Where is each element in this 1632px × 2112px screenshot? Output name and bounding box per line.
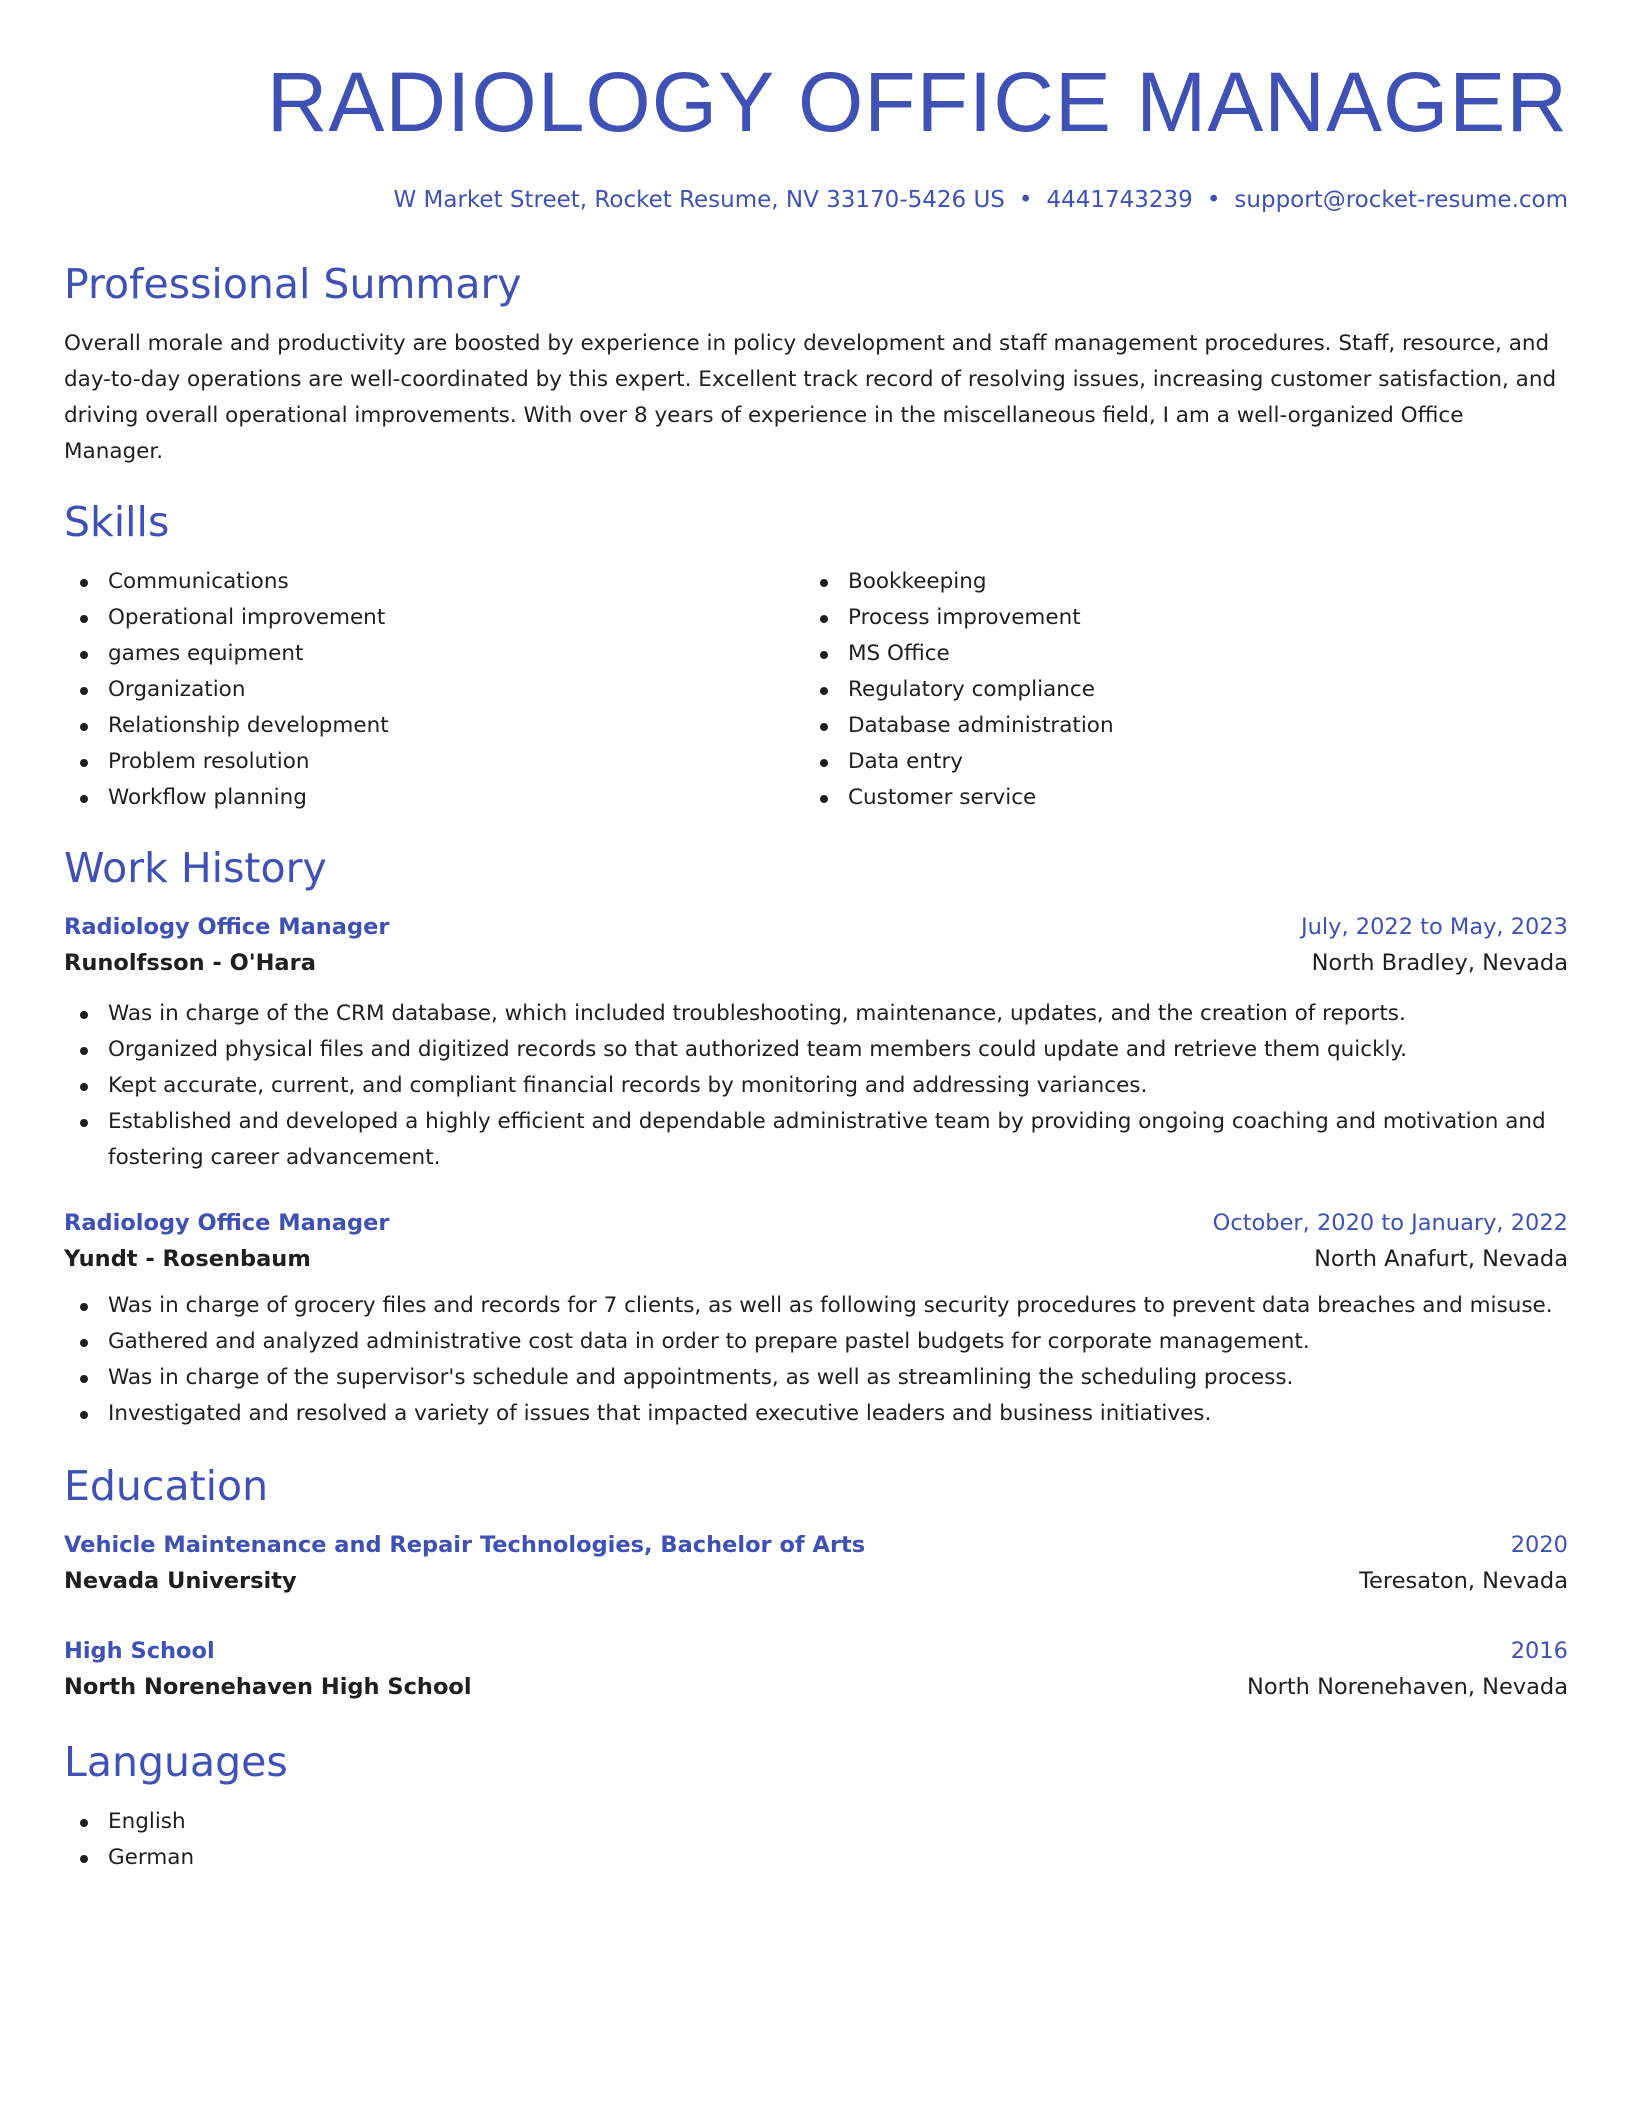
job-location: North Bradley, Nevada	[1311, 950, 1568, 976]
section-title-summary: Professional Summary	[64, 260, 522, 308]
skill-item: Organization	[64, 672, 804, 708]
job-bullet: Organized physical files and digitized records so that authorized team members could update and retrieve them quickly.	[64, 1032, 1568, 1068]
job-dates: July, 2022 to May, 2023	[1300, 914, 1568, 940]
section-title-work-history: Work History	[64, 844, 327, 892]
skill-item: MS Office	[804, 636, 1544, 672]
section-title-skills: Skills	[64, 498, 170, 546]
language-item: German	[64, 1840, 1568, 1876]
education-entry	[64, 1528, 1568, 1600]
education-school: Nevada University	[64, 1568, 297, 1594]
education-entry	[64, 1634, 1568, 1706]
address: W Market Street, Rocket Resume, NV 33170-5426 US	[393, 187, 1005, 213]
education-degree: High School	[64, 1638, 215, 1664]
skill-item: Regulatory compliance	[804, 672, 1544, 708]
language-item: English	[64, 1804, 1568, 1840]
job-entry	[64, 910, 1568, 1176]
job-bullet: Investigated and resolved a variety of issues that impacted executive leaders and business initiatives.	[64, 1396, 1568, 1432]
skills-column-left	[64, 564, 804, 816]
resume-title: RADIOLOGY OFFICE MANAGER	[266, 55, 1568, 149]
section-title-education: Education	[64, 1462, 269, 1510]
email[interactable]: support@rocket-resume.com	[1234, 187, 1568, 213]
skill-item: Problem resolution	[64, 744, 804, 780]
skill-item: Relationship development	[64, 708, 804, 744]
job-bullet: Established and developed a highly efficient and dependable administrative team by providing ongoing coaching and motivation and fostering career advancement.	[64, 1104, 1568, 1176]
separator-dot: •	[1018, 187, 1033, 213]
job-bullet: Was in charge of the supervisor's schedule and appointments, as well as streamlining the scheduling process.	[64, 1360, 1568, 1396]
skills-list	[64, 564, 1568, 816]
phone: 4441743239	[1046, 187, 1193, 213]
skill-item: Process improvement	[804, 600, 1544, 636]
education-school: North Norenehaven High School	[64, 1674, 472, 1700]
skill-item: Communications	[64, 564, 804, 600]
job-entry	[64, 1206, 1568, 1432]
separator-dot: •	[1206, 187, 1221, 213]
job-bullet: Gathered and analyzed administrative cost data in order to prepare pastel budgets for corporate management.	[64, 1324, 1568, 1360]
job-dates: October, 2020 to January, 2022	[1212, 1210, 1568, 1236]
skill-item: Customer service	[804, 780, 1544, 816]
education-degree: Vehicle Maintenance and Repair Technologies, Bachelor of Arts	[64, 1532, 866, 1558]
education-year: 2016	[1510, 1638, 1568, 1664]
skill-item: Workflow planning	[64, 780, 804, 816]
skill-item: Database administration	[804, 708, 1544, 744]
job-bullet: Was in charge of grocery files and records for 7 clients, as well as following security procedures to prevent data breaches and misuse.	[64, 1288, 1568, 1324]
education-location: Teresaton, Nevada	[1359, 1568, 1568, 1594]
job-bullet: Was in charge of the CRM database, which included troubleshooting, maintenance, updates, and the creation of reports.	[64, 996, 1568, 1032]
education-year: 2020	[1510, 1532, 1568, 1558]
skill-item: Bookkeeping	[804, 564, 1544, 600]
job-role: Radiology Office Manager	[64, 914, 390, 940]
skills-column-right	[804, 564, 1544, 816]
contact-line	[64, 184, 1568, 216]
section-title-languages: Languages	[64, 1738, 288, 1786]
summary-text: Overall morale and productivity are boosted by experience in policy development and staff management procedures. Staff, resource, and day-to-day operations are well-coordinated by this expert. Excellent track record of resolving issues, increasing customer satisfaction, and driving overall operational improvements. With over 8 years of experience in the miscellaneous field, I am a well-organized Office Manager.	[64, 331, 1557, 464]
job-location: North Anafurt, Nevada	[1314, 1246, 1568, 1272]
resume-header	[64, 56, 1568, 216]
job-company: Yundt - Rosenbaum	[64, 1246, 311, 1272]
job-bullets	[64, 1288, 1568, 1432]
skill-item: Data entry	[804, 744, 1544, 780]
job-role: Radiology Office Manager	[64, 1210, 390, 1236]
languages-list	[64, 1804, 1568, 1876]
skill-item: games equipment	[64, 636, 804, 672]
job-bullets	[64, 996, 1568, 1176]
skill-item: Operational improvement	[64, 600, 804, 636]
job-company: Runolfsson - O'Hara	[64, 950, 316, 976]
job-bullet: Kept accurate, current, and compliant financial records by monitoring and addressing variances.	[64, 1068, 1568, 1104]
education-location: North Norenehaven, Nevada	[1247, 1674, 1568, 1700]
